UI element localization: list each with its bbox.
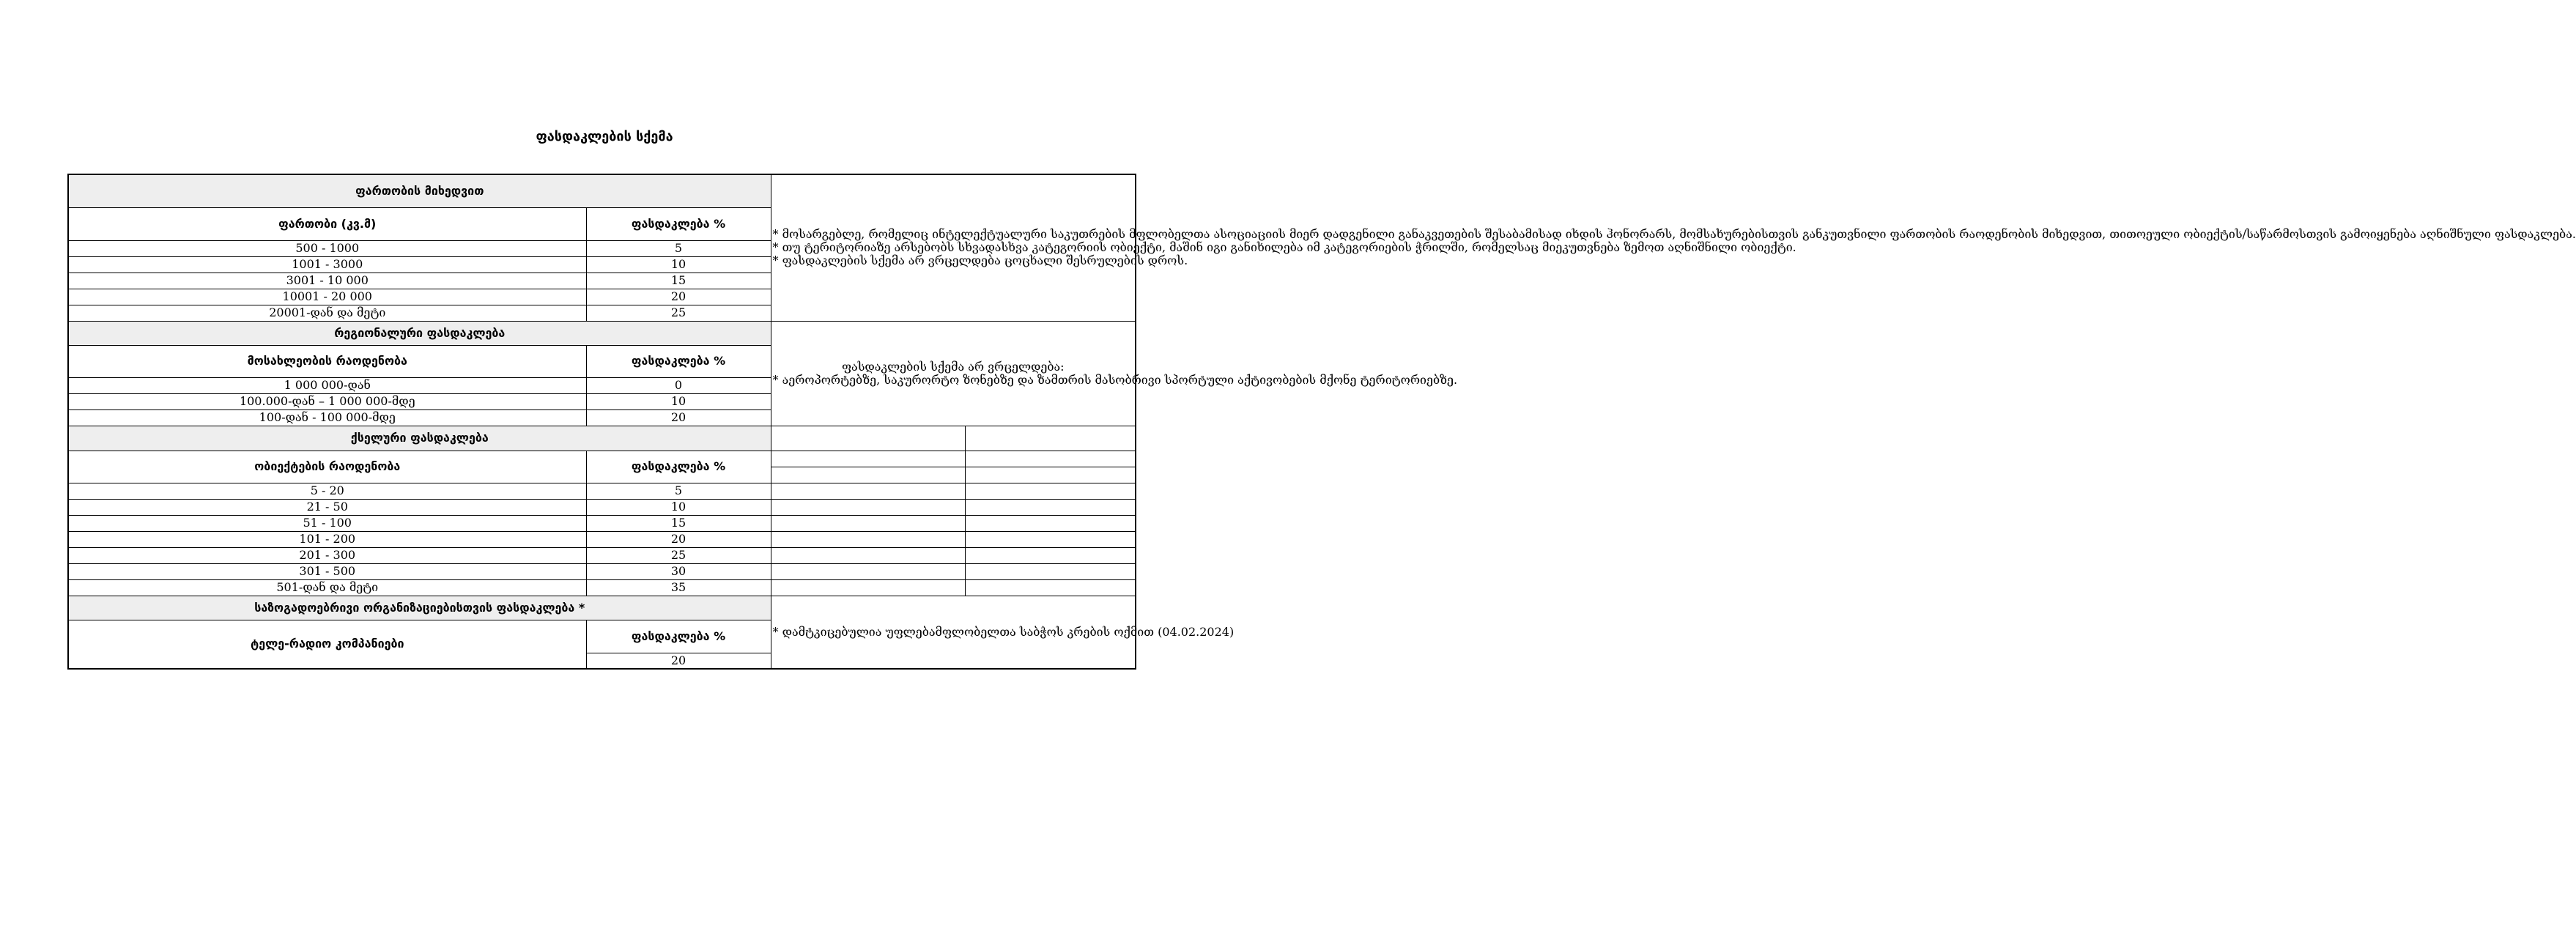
regional-discount: 20 <box>586 409 771 426</box>
empty-cell <box>965 563 1136 579</box>
table-row <box>68 483 1136 499</box>
public-discount: 20 <box>586 653 771 669</box>
regional-discount: 0 <box>586 377 771 393</box>
table-row <box>68 531 1136 547</box>
public-note-text: * დამტკიცებულია უფლებამფლობელთა საბჭოს კრების ოქმით (04.02.2024) <box>772 624 1235 639</box>
population-col-header: მოსახლეობის რაოდენობა <box>68 345 586 377</box>
area-note-2: * თუ ტერიტორიაზე არსებობს სხვადასხვა კატეგორიის ობიექტი, მაშინ იგი განიხილება იმ კატეგორიების ჭრილში, რომელსაც მიეკუთვნება ზემოთ აღნიშნილი ობიექტი. <box>772 240 1796 255</box>
regional-discount: 10 <box>586 393 771 409</box>
table-row <box>68 547 1136 563</box>
empty-cell <box>965 515 1136 531</box>
objects-range: 501-დან და მეტი <box>68 579 586 596</box>
network-section-heading: ქსელური ფასდაკლება <box>68 426 771 451</box>
area-note-3: * ფასდაკლების სქემა არ ვრცელდება ცოცხალი შესრულების დროს. <box>772 253 1188 268</box>
area-discount-header: ფასდაკლება % <box>586 207 771 240</box>
area-range: 20001-დან და მეტი <box>68 305 586 321</box>
empty-cell <box>771 467 965 483</box>
public-note <box>771 596 1235 669</box>
regional-discount-header: ფასდაკლება % <box>586 345 771 377</box>
population-range: 100.000-დან – 1 000 000-მდე <box>68 393 586 409</box>
empty-cell <box>965 547 1136 563</box>
tv-radio-label: ტელე-რადიო კომპანიები <box>68 620 586 669</box>
objects-range: 101 - 200 <box>68 531 586 547</box>
table-row <box>68 499 1136 515</box>
empty-cell <box>771 426 965 451</box>
empty-cell <box>771 451 965 467</box>
public-discount-header: ფასდაკლება % <box>586 620 771 653</box>
empty-cell <box>771 515 965 531</box>
area-col-header: ფართობი (კვ.მ) <box>68 207 586 240</box>
objects-range: 51 - 100 <box>68 515 586 531</box>
objects-range: 21 - 50 <box>68 499 586 515</box>
area-discount: 5 <box>586 240 771 256</box>
empty-cell <box>965 467 1136 483</box>
table-row <box>68 515 1136 531</box>
empty-cell <box>965 531 1136 547</box>
population-range: 100-დან - 100 000-მდე <box>68 409 586 426</box>
empty-cell <box>771 531 965 547</box>
area-discount: 10 <box>586 256 771 273</box>
empty-cell <box>771 563 965 579</box>
empty-cell <box>965 426 1136 451</box>
table-row <box>68 563 1136 579</box>
empty-cell <box>965 451 1136 467</box>
regional-notes <box>771 321 1458 426</box>
objects-range: 201 - 300 <box>68 547 586 563</box>
network-discount: 10 <box>586 499 771 515</box>
public-section-heading: საზოგადოებრივი ორგანიზაციებისთვის ფასდაკლება * <box>68 596 771 620</box>
network-discount: 25 <box>586 547 771 563</box>
regional-section-heading: რეგიონალური ფასდაკლება <box>68 321 771 345</box>
network-discount: 15 <box>586 515 771 531</box>
network-discount: 5 <box>586 483 771 499</box>
area-notes <box>771 174 2576 321</box>
area-range: 500 - 1000 <box>68 240 586 256</box>
objects-col-header: ობიექტების რაოდენობა <box>68 451 586 483</box>
regional-note-2: * აეროპორტებზე, საკურორტო ზონებზე და ზამთრის მასობრივი სპორტული აქტივობების მქონე ტერიტორიებზე. <box>772 372 1458 387</box>
network-discount-header: ფასდაკლება % <box>586 451 771 483</box>
document-title: ფასდაკლების სქემა <box>536 129 673 144</box>
area-range: 10001 - 20 000 <box>68 289 586 305</box>
area-discount: 15 <box>586 273 771 289</box>
area-discount: 25 <box>586 305 771 321</box>
area-discount: 20 <box>586 289 771 305</box>
area-range: 3001 - 10 000 <box>68 273 586 289</box>
area-section-heading: ფართობის მიხედვით <box>68 174 771 207</box>
objects-range: 5 - 20 <box>68 483 586 499</box>
empty-cell <box>965 499 1136 515</box>
area-range: 1001 - 3000 <box>68 256 586 273</box>
empty-cell <box>965 579 1136 596</box>
empty-cell <box>965 483 1136 499</box>
network-discount: 30 <box>586 563 771 579</box>
regional-note-1: ფასდაკლების სქემა არ ვრცელდება: <box>842 359 1065 374</box>
network-discount: 35 <box>586 579 771 596</box>
population-range: 1 000 000-დან <box>68 377 586 393</box>
network-discount: 20 <box>586 531 771 547</box>
table-row <box>68 579 1136 596</box>
empty-cell <box>771 547 965 563</box>
objects-range: 301 - 500 <box>68 563 586 579</box>
empty-cell <box>771 499 965 515</box>
area-note-1: * მოსარგებლე, რომელიც ინტელექტუალური საკუთრების მფლობელთა ასოციაციის მიერ დადგენილი განაკვეთების შესაბამისად იხდის ჰონორარს, მომსახურებისთვის განკუთვნილი ფართობის რაოდენობის მიხედვით, თითოეული ობიექტის/საწარმოსთვის გამოიყენება აღნიშნული ფასდაკლება. <box>772 227 2576 242</box>
empty-cell <box>771 579 965 596</box>
empty-cell <box>771 483 965 499</box>
discount-table <box>67 174 2576 670</box>
